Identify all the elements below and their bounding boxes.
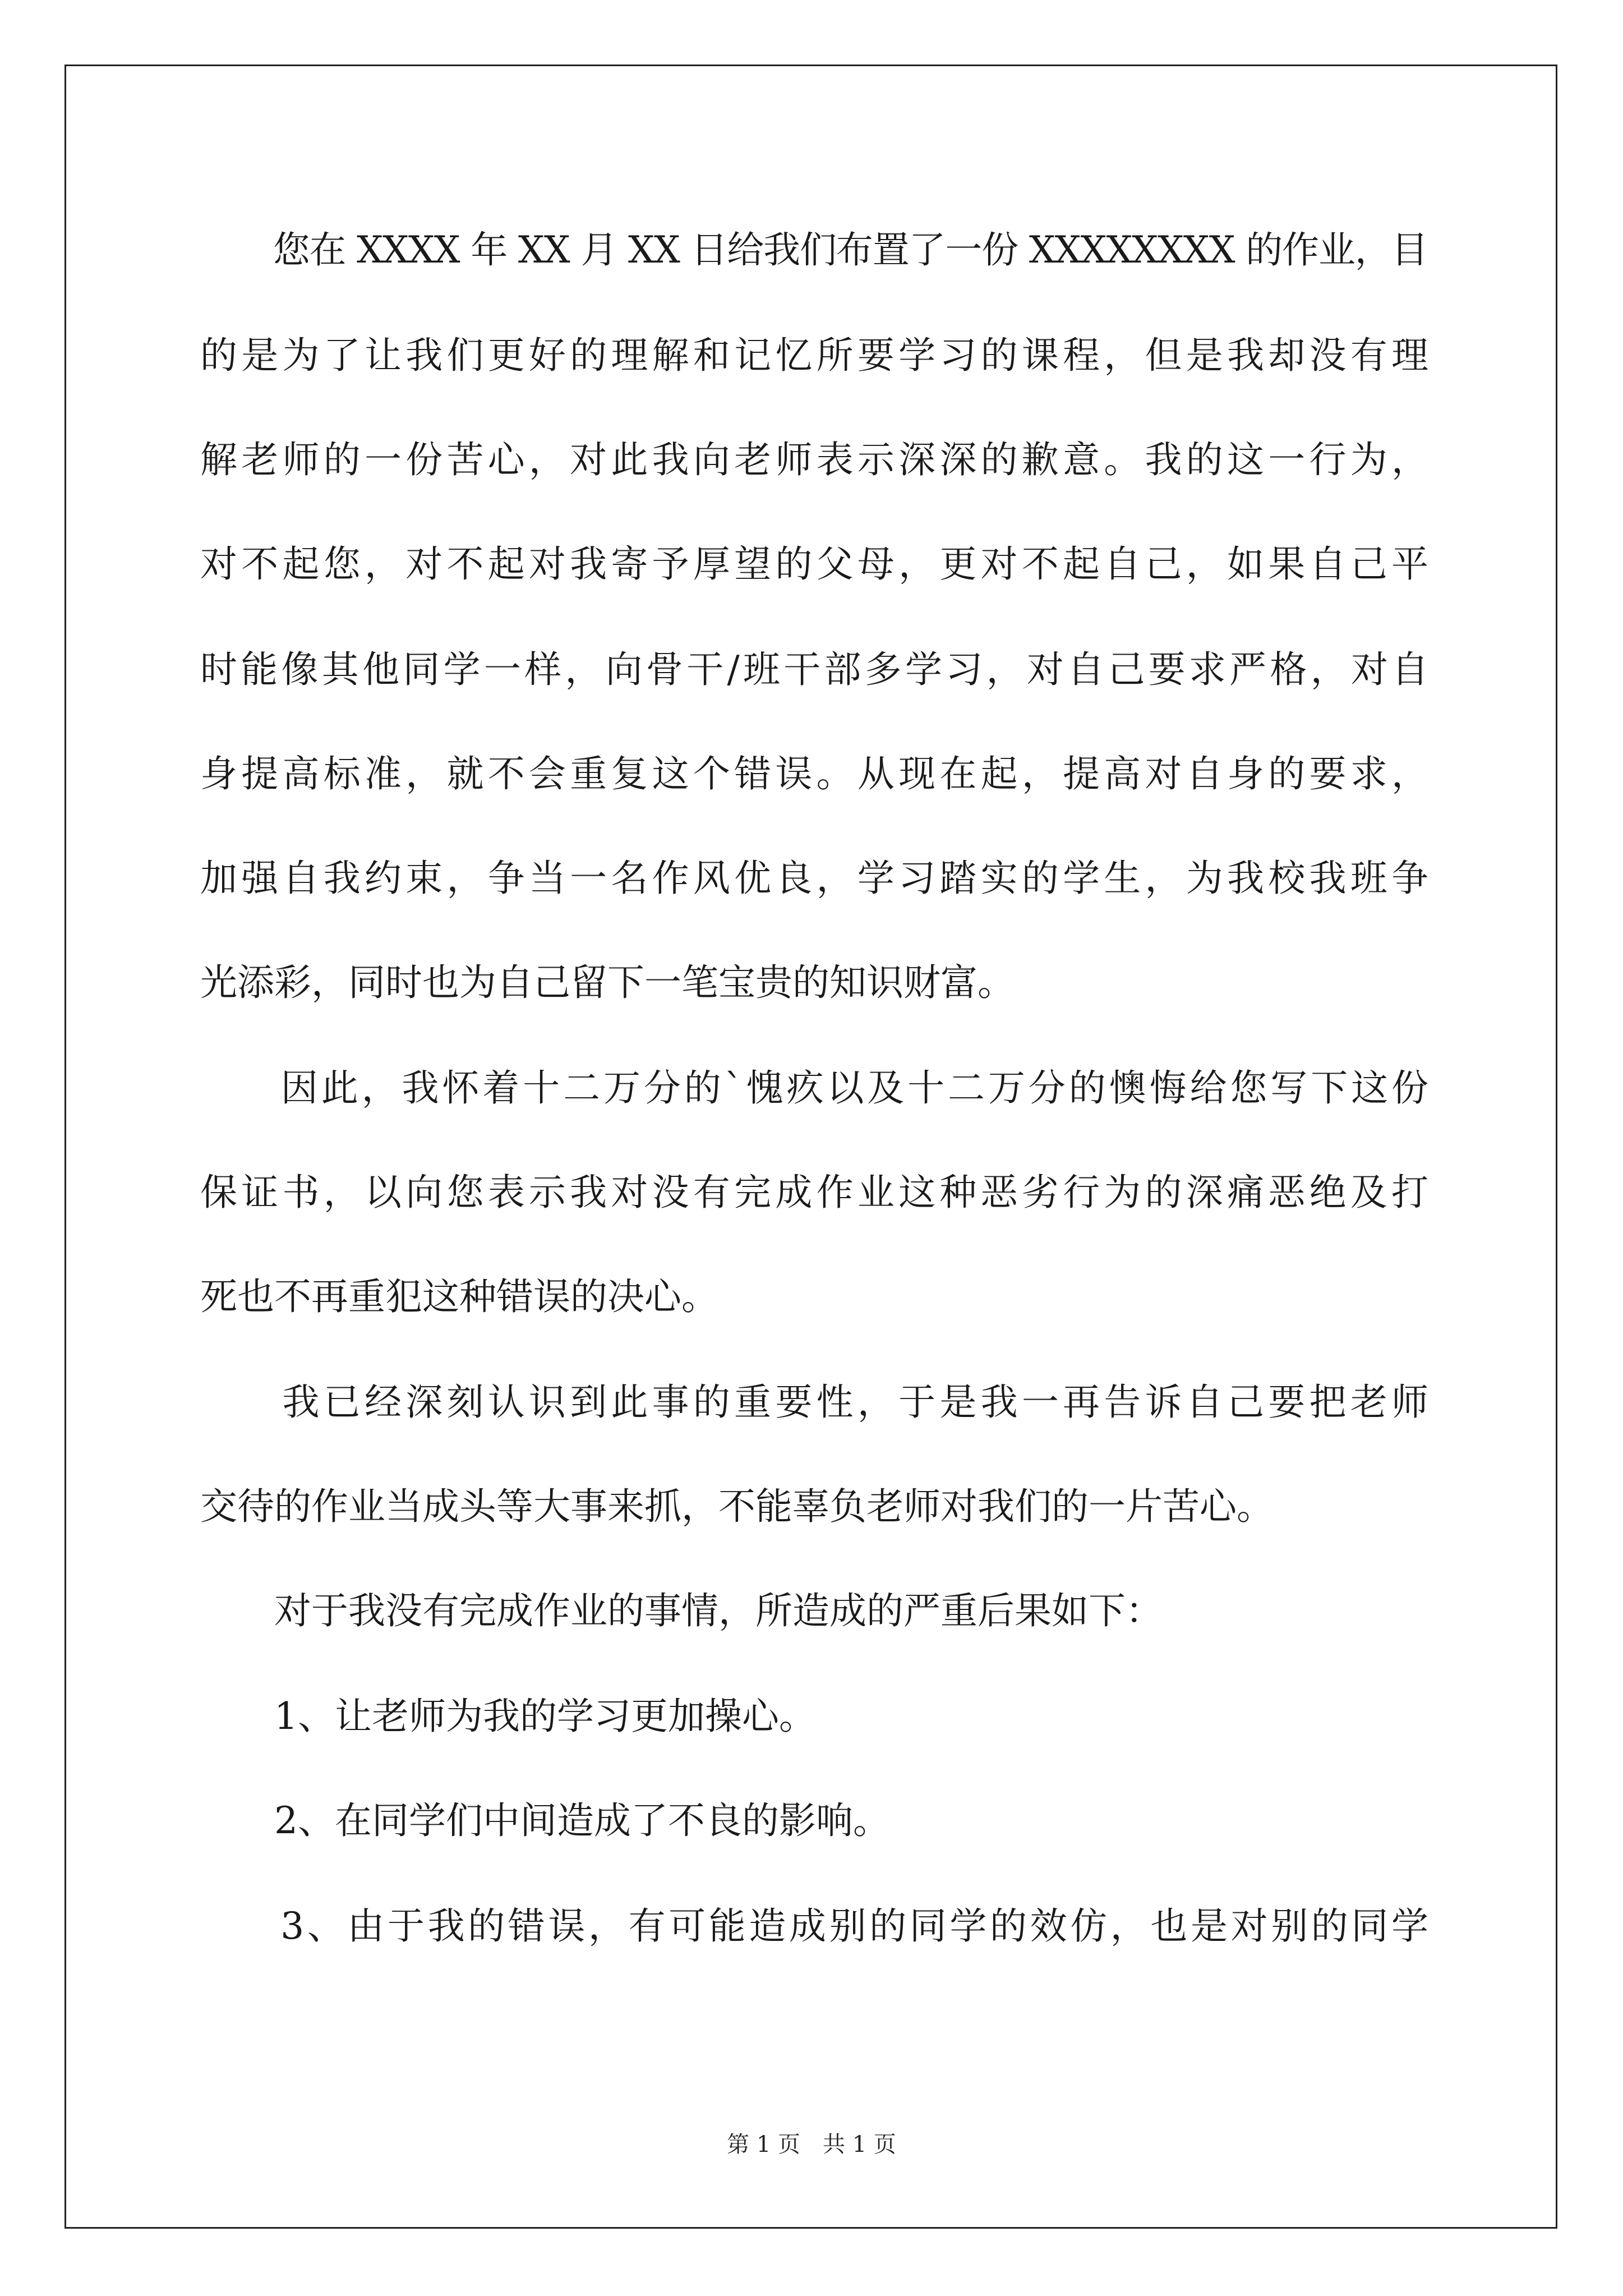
text-line-content: 您在 XXXX 年 XX 月 XX 日给我们布置了一份 XXXXXXXX 的作业，目 [200,228,1428,272]
text-line-content: 1、让老师为我的学习更加操心。 [200,1695,816,1738]
text-line-content: 保证书，以向您表示我对没有完成作业这种恶劣行为的深痛恶绝及打 [200,1171,1433,1214]
text-line-content: 时能像其他同学一样，向骨干/班干部多学习，对自己要求严格，对自 [200,648,1432,691]
page-footer: 第 1 页 共 1 页 [727,2132,896,2157]
text-line-content: 解老师的一份苦心，对此我向老师表示深深的歉意。我的这一行为， [200,438,1433,481]
text-line-content: 光添彩，同时也为自己留下一笔宝贵的知识财富。 [200,961,1015,1004]
list-item [200,1683,1428,1750]
text-line [200,1263,1428,1331]
text-line [200,217,1428,284]
text-line-content: 对不起您，对不起对我寄予厚望的父母，更对不起自己，如果自己平 [200,542,1433,586]
text-line [200,1473,1428,1540]
text-line-content: 的是为了让我们更好的理解和记忆所要学习的课程，但是我却没有理 [200,334,1433,377]
text-line-content: 身提高标准，就不会重复这个错误。从现在起，提高对自身的要求， [200,752,1433,795]
list-item [200,1787,1428,1855]
text-line-content: 对于我没有完成作业的事情，所造成的严重后果如下： [200,1589,1163,1632]
text-line-content: 2、在同学们中间造成了不良的影响。 [200,1799,890,1842]
text-line-content: 交待的作业当成头等大事来抓，不能辜负老师对我们的一片苦心。 [200,1485,1274,1528]
list-item [200,1893,1432,1960]
text-line-content: 我已经深刻认识到此事的重要性，于是我一再告诉自己要把老师 [200,1381,1433,1424]
text-line [200,636,1432,703]
text-line-content: 加强自我约束，争当一名作风优良，学习踏实的学生，为我校我班争 [200,857,1433,900]
text-line [200,322,1433,389]
text-line [200,1369,1433,1436]
text-line-content: 因此，我怀着十二万分的`愧疚以及十二万分的懊悔给您写下这份 [200,1066,1432,1110]
text-line [200,1159,1433,1226]
text-line [200,845,1433,912]
text-line-content: 死也不再重犯这种错误的决心。 [200,1275,718,1318]
text-line [200,426,1433,494]
text-line [200,740,1433,808]
text-line [200,1577,1428,1645]
text-line [200,949,1428,1016]
text-line [200,531,1433,598]
text-line-content: 3、由于我的错误，有可能造成别的同学的效仿，也是对别的同学 [200,1904,1432,1948]
text-line [200,1055,1432,1122]
